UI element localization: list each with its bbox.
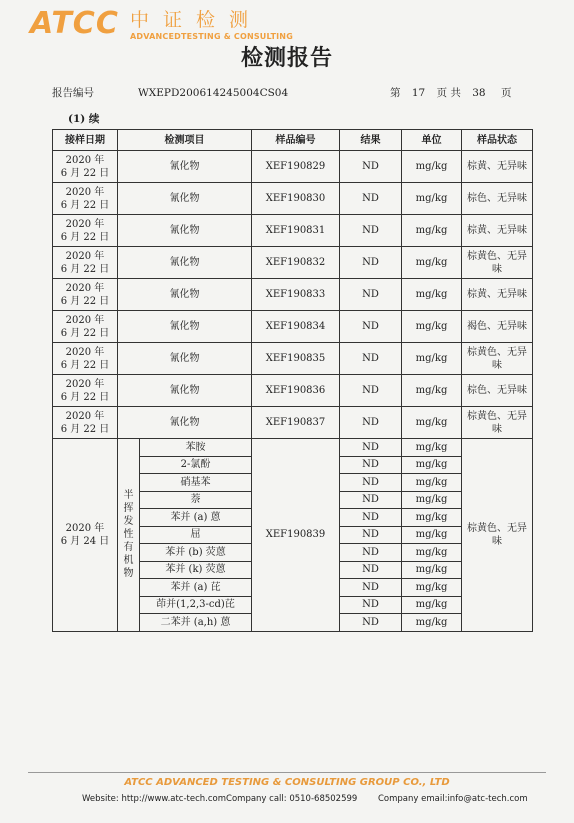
cell-unit: mg/kg: [402, 215, 462, 247]
date-year: 2020 年: [65, 378, 105, 390]
cell-sample: XEF190834: [252, 311, 340, 343]
cell-unit: mg/kg: [402, 509, 462, 527]
table-row: [53, 343, 533, 375]
cell-result: ND: [340, 526, 402, 544]
results-table: [52, 129, 533, 632]
date-year: 2020 年: [65, 218, 105, 230]
cell-result: ND: [340, 561, 402, 579]
cell-unit: mg/kg: [402, 614, 462, 632]
header-state: 样品状态: [462, 130, 533, 151]
date-day: 6 月 22 日: [60, 199, 110, 211]
page-current: 17: [411, 87, 426, 99]
cell-state: 棕黄色、无异味: [462, 407, 533, 439]
cell-item: 氰化物: [118, 311, 252, 343]
cell-item: 氰化物: [118, 343, 252, 375]
table-row: [53, 215, 533, 247]
cell-date: [53, 311, 118, 343]
cell-result: ND: [340, 614, 402, 632]
cell-unit: mg/kg: [402, 456, 462, 474]
cell-unit: mg/kg: [402, 183, 462, 215]
cell-date: [53, 407, 118, 439]
cell-unit: mg/kg: [402, 151, 462, 183]
cell-date: [53, 375, 118, 407]
cell-unit: mg/kg: [402, 526, 462, 544]
cell-item: 苯并 (k) 荧蒽: [140, 561, 252, 579]
cell-unit: mg/kg: [402, 407, 462, 439]
cell-result: ND: [340, 247, 402, 279]
cell-date: [53, 247, 118, 279]
date-year: 2020 年: [65, 346, 105, 358]
header-result: 结果: [340, 130, 402, 151]
cell-item: 硝基苯: [140, 474, 252, 492]
cell-date: [53, 343, 118, 375]
category-char: 有: [123, 542, 134, 554]
cell-unit: mg/kg: [402, 596, 462, 614]
cell-item: 氰化物: [118, 151, 252, 183]
cell-item: 氰化物: [118, 215, 252, 247]
date-day: 6 月 22 日: [60, 231, 110, 243]
table-row: [53, 151, 533, 183]
date-day: 6 月 22 日: [60, 167, 110, 179]
cell-item: 屈: [140, 526, 252, 544]
table-row: [53, 247, 533, 279]
cell-state: 棕黄色、无异味: [462, 343, 533, 375]
logo-atcc-text: ATCC: [30, 6, 119, 41]
cell-result: ND: [340, 279, 402, 311]
cell-date: [53, 151, 118, 183]
report-number-label: 报告编号: [52, 87, 94, 99]
cell-unit: mg/kg: [402, 343, 462, 375]
date-year: 2020 年: [65, 186, 105, 198]
report-title: 检测报告: [240, 46, 333, 71]
cell-state: 棕黄色、无异味: [462, 439, 533, 632]
cell-sample: XEF190839: [252, 439, 340, 632]
cell-unit: mg/kg: [402, 561, 462, 579]
logo-chinese-text: 中证检测: [130, 9, 263, 31]
date-day: 6 月 22 日: [60, 327, 110, 339]
cell-unit: mg/kg: [402, 279, 462, 311]
table-row: [53, 375, 533, 407]
cell-result: ND: [340, 151, 402, 183]
cell-unit: mg/kg: [402, 544, 462, 562]
cell-item: 苯并 (a) 芘: [140, 579, 252, 597]
date-day: 6 月 24 日: [60, 535, 110, 547]
cell-unit: mg/kg: [402, 311, 462, 343]
cell-result: ND: [340, 491, 402, 509]
cell-result: ND: [340, 596, 402, 614]
cell-date: [53, 279, 118, 311]
cell-sample: XEF190833: [252, 279, 340, 311]
cell-state: 棕色、无异味: [462, 375, 533, 407]
cell-state: 褐色、无异味: [462, 311, 533, 343]
logo-english-text: ADVANCEDTESTING & CONSULTING: [130, 32, 293, 41]
cell-item: 2-氯酚: [140, 456, 252, 474]
page-suffix: 页: [500, 87, 512, 99]
footer-email: Company email:info@atc-tech.com: [378, 794, 528, 804]
table-row: [53, 311, 533, 343]
cell-item: 茚并(1,2,3-cd)芘: [140, 596, 252, 614]
cell-state: 棕黄色、无异味: [462, 247, 533, 279]
table-header-row: [53, 130, 533, 151]
cell-sample: XEF190831: [252, 215, 340, 247]
date-year: 2020 年: [65, 522, 105, 534]
cell-date: [53, 439, 118, 632]
cell-item: 二苯并 (a,h) 蒽: [140, 614, 252, 632]
cell-state: 棕黄、无异味: [462, 151, 533, 183]
cell-unit: mg/kg: [402, 375, 462, 407]
table-row: [53, 279, 533, 311]
category-char: 机: [123, 555, 134, 567]
page-indicator: [390, 86, 511, 100]
category-char: 物: [123, 568, 134, 580]
cell-date: [53, 183, 118, 215]
cell-date: [53, 215, 118, 247]
date-year: 2020 年: [65, 410, 105, 422]
cell-sample: XEF190832: [252, 247, 340, 279]
header-date: 接样日期: [53, 130, 118, 151]
table-row: [53, 183, 533, 215]
date-day: 6 月 22 日: [60, 359, 110, 371]
cell-result: ND: [340, 456, 402, 474]
header-sample: 样品编号: [252, 130, 340, 151]
cell-sample: XEF190836: [252, 375, 340, 407]
footer-company: ATCC ADVANCED TESTING & CONSULTING GROUP CO., LTD: [124, 777, 450, 788]
cell-unit: mg/kg: [402, 439, 462, 457]
cell-result: ND: [340, 311, 402, 343]
category-char: 半: [123, 490, 134, 502]
category-char: 挥: [123, 503, 134, 515]
cell-result: ND: [340, 579, 402, 597]
cell-state: 棕黄、无异味: [462, 215, 533, 247]
cell-sample: XEF190830: [252, 183, 340, 215]
header-item: 检测项目: [118, 130, 252, 151]
cell-unit: mg/kg: [402, 491, 462, 509]
cell-result: ND: [340, 375, 402, 407]
cell-result: ND: [340, 509, 402, 527]
page-total: 38: [472, 87, 486, 99]
page-prefix: 第: [390, 87, 401, 99]
footer-divider: [28, 772, 546, 773]
category-char: 性: [123, 529, 134, 541]
cell-result: ND: [340, 215, 402, 247]
cell-unit: mg/kg: [402, 474, 462, 492]
cell-unit: mg/kg: [402, 247, 462, 279]
cell-result: ND: [340, 439, 402, 457]
section-label: (1) 续: [68, 113, 100, 125]
cell-item: 氰化物: [118, 375, 252, 407]
cell-result: ND: [340, 343, 402, 375]
cell-result: ND: [340, 407, 402, 439]
date-day: 6 月 22 日: [60, 391, 110, 403]
cell-item: 氰化物: [118, 183, 252, 215]
cell-sample: XEF190837: [252, 407, 340, 439]
cell-item: 苯并 (b) 荧蒽: [140, 544, 252, 562]
table-row: [53, 439, 533, 457]
date-year: 2020 年: [65, 282, 105, 294]
page-mid: 页 共: [436, 87, 461, 99]
cell-state: 棕黄、无异味: [462, 279, 533, 311]
cell-item: 萘: [140, 491, 252, 509]
date-day: 6 月 22 日: [60, 423, 110, 435]
date-year: 2020 年: [65, 314, 105, 326]
date-year: 2020 年: [65, 250, 105, 262]
report-number: WXEPD200614245004CS04: [138, 87, 289, 99]
cell-result: ND: [340, 183, 402, 215]
cell-result: ND: [340, 474, 402, 492]
cell-sample: XEF190835: [252, 343, 340, 375]
date-day: 6 月 22 日: [60, 295, 110, 307]
cell-item: 氰化物: [118, 279, 252, 311]
cell-result: ND: [340, 544, 402, 562]
cell-unit: mg/kg: [402, 579, 462, 597]
cell-item: 氰化物: [118, 247, 252, 279]
company-logo: [30, 8, 330, 42]
cell-item: 苯胺: [140, 439, 252, 457]
table-row: [53, 407, 533, 439]
cell-item: 苯并 (a) 蒽: [140, 509, 252, 527]
date-year: 2020 年: [65, 154, 105, 166]
category-char: 发: [123, 516, 134, 528]
date-day: 6 月 22 日: [60, 263, 110, 275]
cell-state: 棕色、无异味: [462, 183, 533, 215]
cell-sample: XEF190829: [252, 151, 340, 183]
cell-category: [118, 439, 140, 632]
cell-item: 氰化物: [118, 407, 252, 439]
header-unit: 单位: [402, 130, 462, 151]
footer-website: Website: http://www.atc-tech.comCompany call: 0510-68502599: [82, 794, 358, 804]
